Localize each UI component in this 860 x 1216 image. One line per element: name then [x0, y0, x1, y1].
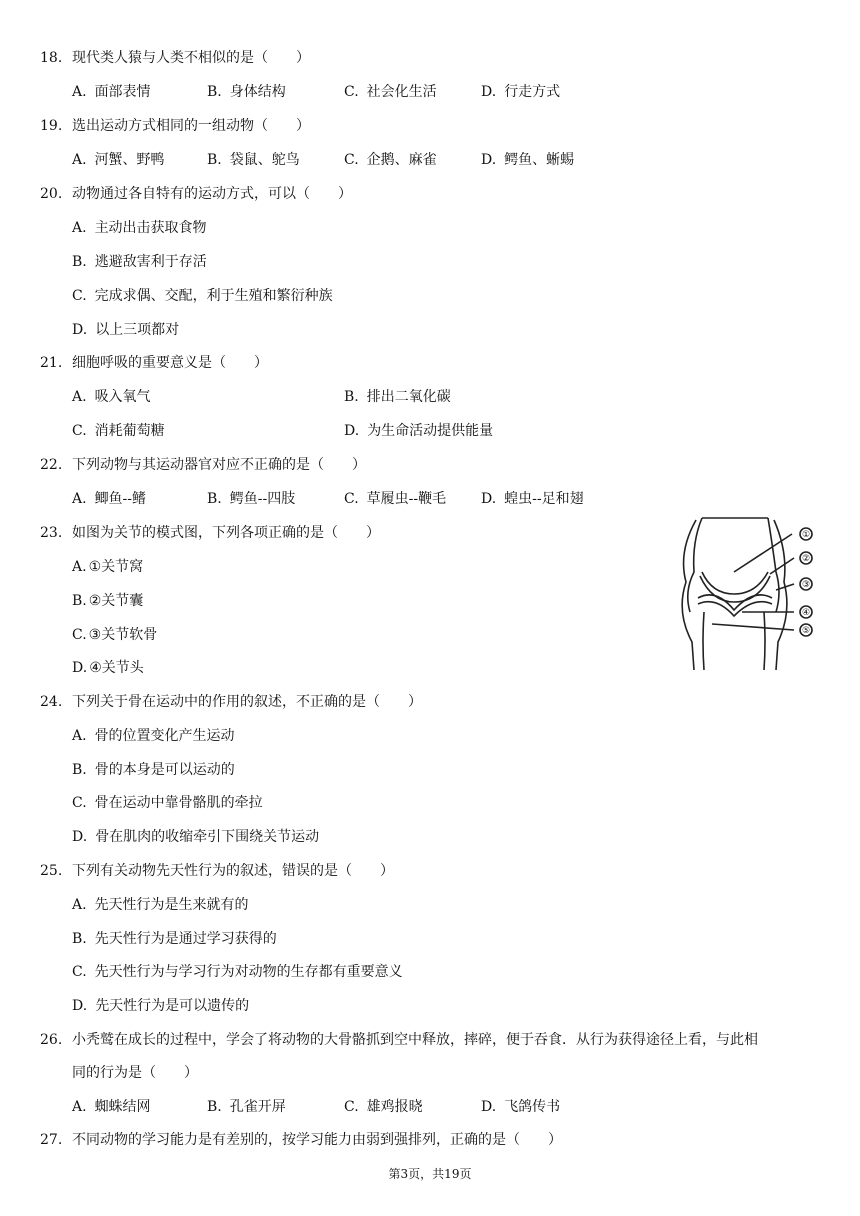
- option-b[interactable]: B. 骨的本身是可以运动的: [72, 762, 235, 778]
- question-text-continued: 同的行为是（ ）: [72, 1065, 198, 1081]
- option-c[interactable]: C. 社会化生活: [344, 84, 437, 100]
- option-b[interactable]: B. 逃避敌害利于存活: [72, 254, 207, 270]
- option-c[interactable]: C. 草履虫--鞭毛: [344, 491, 447, 507]
- question-number: 21.: [40, 355, 63, 371]
- option-d[interactable]: D. 飞鸽传书: [481, 1099, 561, 1115]
- option-c[interactable]: C. 消耗葡萄糖: [72, 423, 165, 439]
- question-text: 小秃鹫在成长的过程中，学会了将动物的大骨骼抓到空中释放，摔碎，便于吞食．从行为获得途径上看，与此相: [72, 1032, 758, 1048]
- leader-line-5: [712, 624, 794, 630]
- figure-label-4: ④: [801, 608, 811, 618]
- option-b[interactable]: B. 身体结构: [207, 84, 286, 100]
- option-d[interactable]: D. 以上三项都对: [72, 322, 180, 338]
- joint-diagram: [672, 512, 822, 672]
- question-text: 下列关于骨在运动中的作用的叙述，不正确的是（ ）: [72, 694, 422, 710]
- question-text: 选出运动方式相同的一组动物（ ）: [72, 118, 310, 134]
- lower-bone-left: [703, 612, 704, 670]
- joint-head: [702, 572, 768, 594]
- option-a[interactable]: A. 蜘蛛结网: [72, 1099, 151, 1115]
- option-a[interactable]: A. 骨的位置变化产生运动: [72, 728, 235, 744]
- option-c[interactable]: C. 完成求偶、交配，利于生殖和繁衍种族: [72, 288, 333, 304]
- option-c[interactable]: C. 先天性行为与学习行为对动物的生存都有重要意义: [72, 964, 403, 980]
- option-d[interactable]: D. 骨在肌肉的收缩牵引下围绕关节运动: [72, 829, 320, 845]
- leader-line-2: [770, 558, 794, 574]
- option-b[interactable]: B. 鳄鱼--四肢: [207, 491, 296, 507]
- question-21: [40, 354, 268, 372]
- question-19: [40, 117, 310, 135]
- option-c[interactable]: C. ③关节软骨: [72, 627, 158, 643]
- upper-bone-right-outline: [768, 518, 779, 612]
- option-d[interactable]: D. 行走方式: [481, 84, 561, 100]
- option-a[interactable]: A. 鲫鱼--鳍: [72, 491, 147, 507]
- question-22: [40, 456, 366, 474]
- question-number: 18.: [40, 50, 63, 66]
- option-a[interactable]: A. 河蟹、野鸭: [72, 152, 165, 168]
- option-a[interactable]: A. 先天性行为是生来就有的: [72, 897, 249, 913]
- question-number: 27.: [40, 1132, 63, 1148]
- option-d[interactable]: D. ④关节头: [72, 660, 144, 676]
- option-d[interactable]: D. 蝗虫--足和翅: [481, 491, 584, 507]
- option-d[interactable]: D. 鳄鱼、蜥蜴: [481, 152, 575, 168]
- question-number: 23.: [40, 525, 63, 541]
- figure-label-5: ⑤: [801, 626, 811, 636]
- figure-label-2: ②: [801, 554, 811, 564]
- question-24: [40, 693, 422, 711]
- question-number: 25.: [40, 863, 63, 879]
- option-a[interactable]: A. 吸入氧气: [72, 389, 151, 405]
- option-c[interactable]: C. 企鹅、麻雀: [344, 152, 437, 168]
- lower-bone-right: [764, 612, 765, 670]
- question-number: 22.: [40, 457, 63, 473]
- question-number: 20.: [40, 186, 63, 202]
- option-d[interactable]: D. 先天性行为是可以遗传的: [72, 998, 250, 1014]
- question-27: [40, 1131, 562, 1149]
- option-b[interactable]: B. ②关节囊: [72, 593, 144, 609]
- question-18: [40, 49, 310, 67]
- question-text: 动物通过各自特有的运动方式，可以（ ）: [72, 186, 352, 202]
- articular-cartilage-upper: [700, 576, 770, 602]
- question-20: [40, 185, 352, 203]
- question-number: 19.: [40, 118, 63, 134]
- option-a[interactable]: A. 主动出击获取食物: [72, 220, 207, 236]
- question-25: [40, 862, 394, 880]
- option-a[interactable]: A. 面部表情: [72, 84, 151, 100]
- option-b[interactable]: B. 袋鼠、鸵鸟: [207, 152, 300, 168]
- question-text: 下列动物与其运动器官对应不正确的是（ ）: [72, 457, 366, 473]
- question-text: 如图为关节的模式图，下列各项正确的是（ ）: [72, 525, 380, 541]
- question-text: 不同动物的学习能力是有差别的，按学习能力由弱到强排列，正确的是（ ）: [72, 1132, 562, 1148]
- option-c[interactable]: C. 骨在运动中靠骨骼肌的牵拉: [72, 795, 263, 811]
- figure-label-3: ③: [801, 580, 811, 590]
- option-c[interactable]: C. 雄鸡报晓: [344, 1099, 423, 1115]
- option-b[interactable]: B. 先天性行为是通过学习获得的: [72, 931, 277, 947]
- capsule-left: [682, 520, 696, 670]
- option-d[interactable]: D. 为生命活动提供能量: [344, 423, 494, 439]
- question-number: 24.: [40, 694, 63, 710]
- question-text: 下列有关动物先天性行为的叙述，错误的是（ ）: [72, 863, 394, 879]
- option-b[interactable]: B. 孔雀开屏: [207, 1099, 286, 1115]
- question-text: 现代类人猿与人类不相似的是（ ）: [72, 50, 310, 66]
- question-number: 26.: [40, 1032, 63, 1048]
- question-26: [40, 1031, 758, 1049]
- question-text: 细胞呼吸的重要意义是（ ）: [72, 355, 268, 371]
- figure-label-1: ①: [801, 530, 811, 540]
- page-footer: 第3页，共19页: [388, 1167, 472, 1181]
- option-b[interactable]: B. 排出二氧化碳: [344, 389, 451, 405]
- question-23: [40, 524, 380, 542]
- option-a[interactable]: A. ①关节窝: [72, 559, 144, 575]
